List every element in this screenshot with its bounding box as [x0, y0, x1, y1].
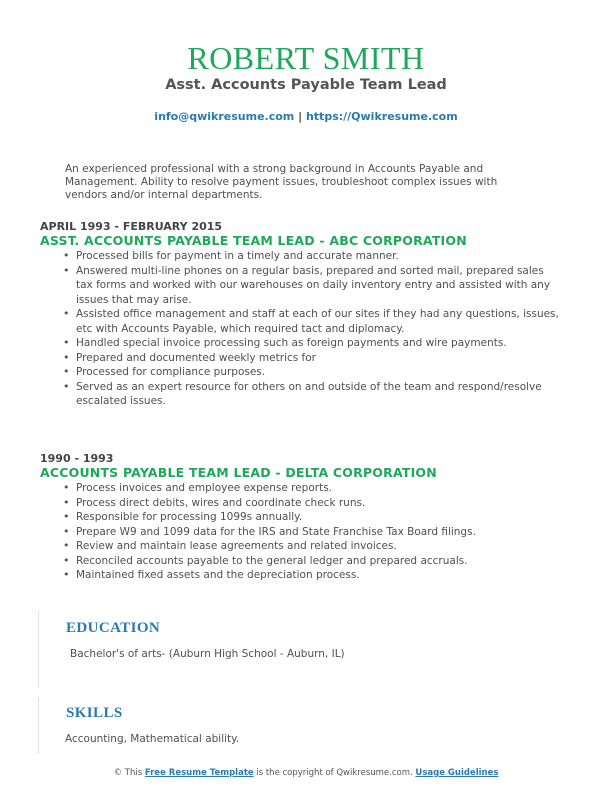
job-bullets: [40, 249, 560, 409]
footer-prefix: © This: [113, 768, 145, 778]
skills-list: Accounting, Mathematical ability.: [65, 733, 240, 745]
contact-line: [0, 110, 612, 123]
job-entry-1: [40, 220, 560, 409]
footer: [0, 768, 612, 778]
job-dates: 1990 - 1993: [40, 452, 114, 465]
list-item: • Served as an expert resource for others on and outside of the team and respond/resolve escalated issues.: [76, 380, 560, 409]
list-item: • Handled special invoice processing such as foreign payments and wire payments.: [76, 336, 560, 351]
list-item: • Processed bills for payment in a timely and accurate manner.: [76, 249, 560, 264]
list-item: • Prepared and documented weekly metrics for: [76, 351, 560, 366]
job-heading: ASST. ACCOUNTS PAYABLE TEAM LEAD - ABC CORPORATION: [40, 233, 467, 248]
list-item: • Process direct debits, wires and coordinate check runs.: [76, 496, 560, 511]
education-entry: Bachelor's of arts- (Auburn High School - Auburn, IL): [70, 648, 345, 660]
list-item: • Prepare W9 and 1099 data for the IRS and State Franchise Tax Board filings.: [76, 525, 560, 540]
education-heading: EDUCATION: [66, 620, 161, 636]
usage-guidelines-link[interactable]: Usage Guidelines: [415, 768, 499, 778]
contact-separator: |: [294, 110, 306, 123]
skills-heading: SKILLS: [66, 705, 123, 721]
summary: An experienced professional with a strong background in Accounts Payable and Management. Ability to resolve payment issues, troubleshoot complex issues with vendors and/or internal departments.: [65, 163, 498, 201]
job-heading: ACCOUNTS PAYABLE TEAM LEAD - DELTA CORPORATION: [40, 465, 437, 480]
job-bullets: [40, 481, 560, 583]
list-item: • Process invoices and employee expense reports.: [76, 481, 560, 496]
section-divider: [38, 698, 40, 753]
list-item: • Reconciled accounts payable to the general ledger and prepared accruals.: [76, 554, 560, 569]
list-item: • Maintained fixed assets and the depreciation process.: [76, 568, 560, 583]
list-item: • Processed for compliance purposes.: [76, 365, 560, 380]
job-entry-2: [40, 452, 560, 583]
list-item: • Responsible for processing 1099s annually.: [76, 510, 560, 525]
free-resume-template-link[interactable]: Free Resume Template: [144, 768, 254, 778]
candidate-name: ROBERT SMITH: [187, 40, 425, 76]
list-item: • Assisted office management and staff at each of our sites if they had any questions, issues, etc with Accounts Payable, which required tact and diplomacy.: [76, 307, 560, 336]
footer-middle: is the copyright of Qwikresume.com.: [253, 768, 416, 778]
list-item: • Review and maintain lease agreements and related invoices.: [76, 539, 560, 554]
job-dates: APRIL 1993 - FEBRUARY 2015: [40, 220, 223, 233]
list-item: • Answered multi-line phones on a regular basis, prepared and sorted mail, prepared sales tax forms and worked with our warehouses on daily inventory entry and assisted with any issues that may arise.: [76, 264, 560, 308]
email-link[interactable]: info@qwikresume.com: [154, 110, 295, 123]
section-divider: [38, 612, 40, 687]
website-link[interactable]: https://Qwikresume.com: [305, 110, 458, 123]
job-title: Asst. Accounts Payable Team Lead: [165, 77, 447, 93]
